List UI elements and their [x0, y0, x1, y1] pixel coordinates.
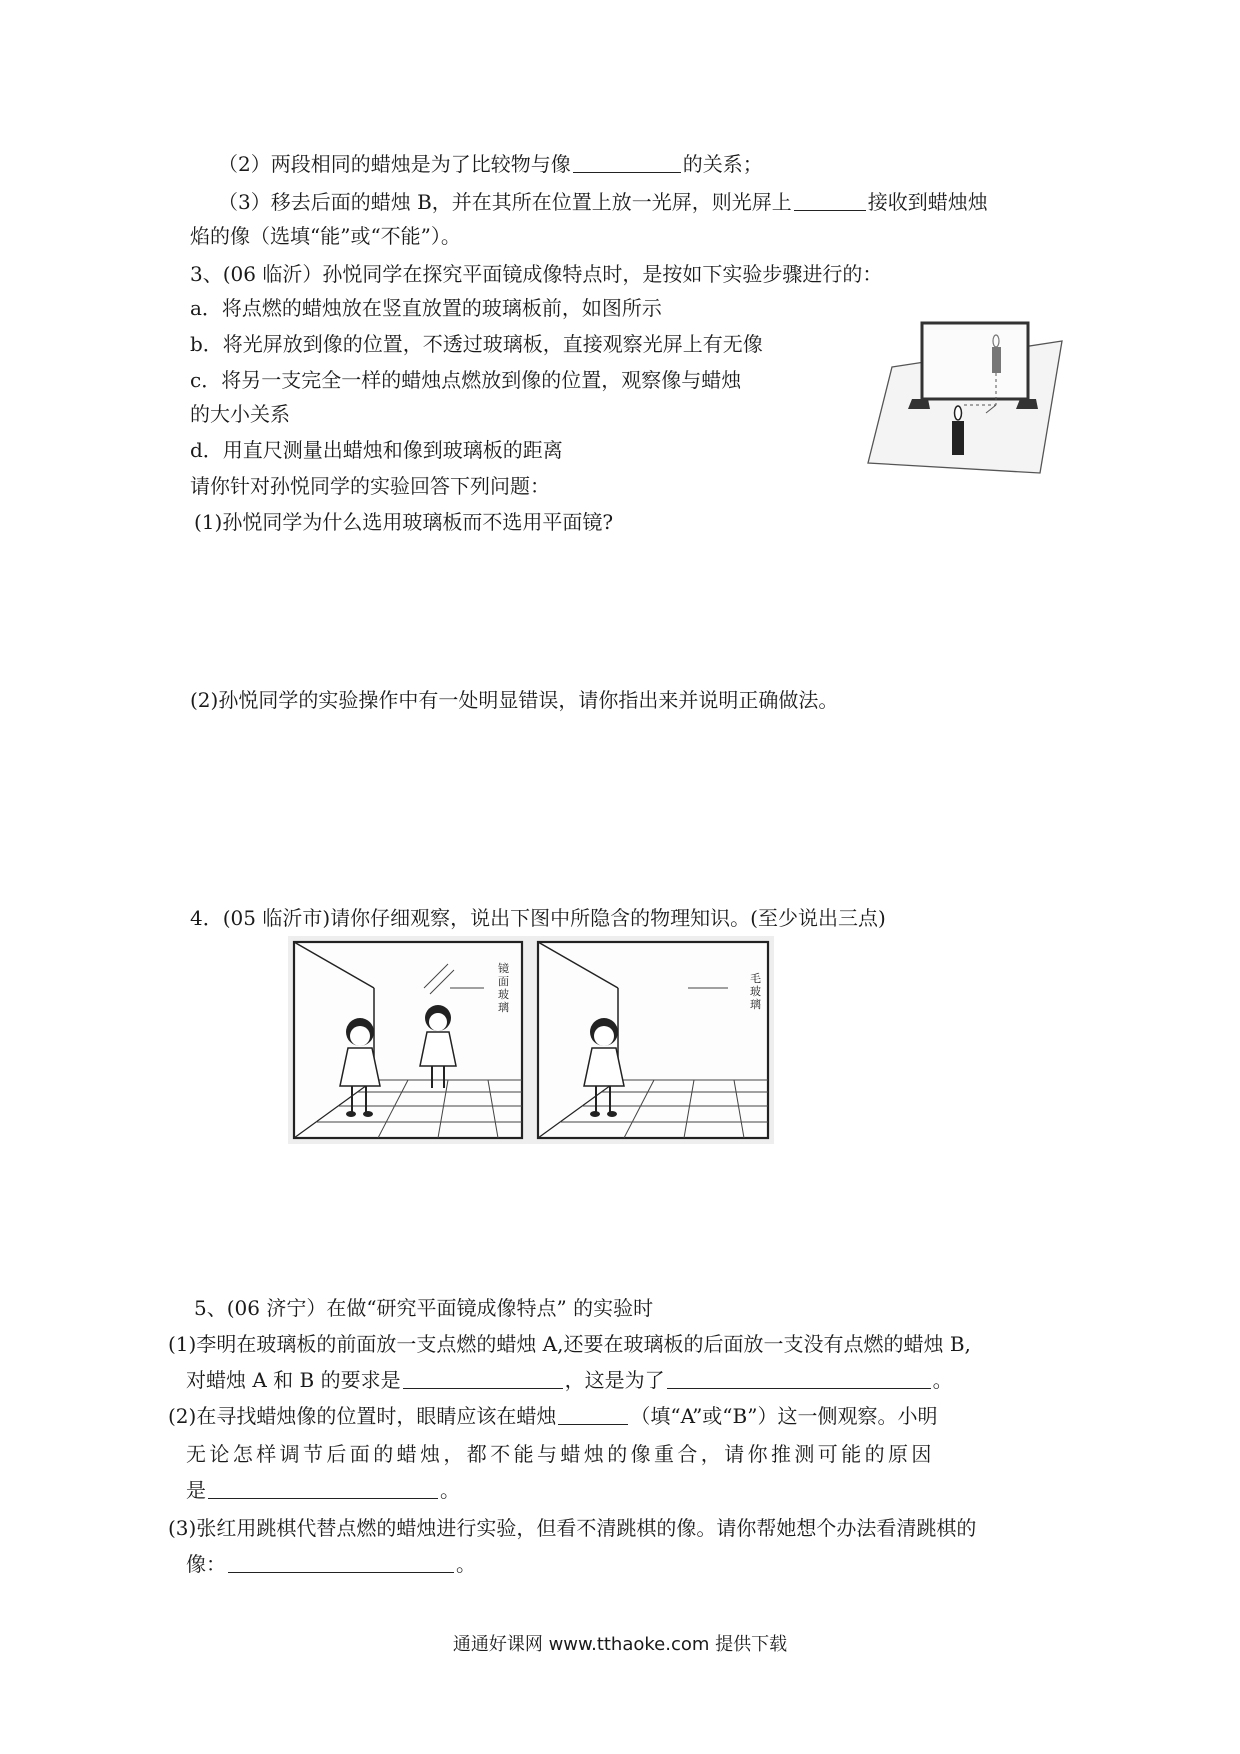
q5-intro: 5、(06 济宁）在做“研究平面镜成像特点” 的实验时 [194, 1296, 654, 1320]
q5-sub1-text: 对蜡烛 A 和 B 的要求是 [186, 1368, 401, 1392]
q5-sub2-line3 [186, 1476, 460, 1504]
q5-sub2-line1 [168, 1402, 937, 1430]
mirror-vs-frosted-glass-figure [288, 936, 774, 1144]
q2-item2-suffix: 的关系； [682, 152, 763, 176]
q3-step-c-cont: 的大小关系 [190, 402, 290, 426]
answer-blank[interactable] [794, 190, 866, 211]
answer-blank[interactable] [667, 1368, 931, 1389]
q3-prompt: 请你针对孙悦同学的实验回答下列问题： [190, 474, 550, 498]
answer-blank[interactable] [558, 1404, 628, 1425]
q3-intro: 3、(06 临沂）孙悦同学在探究平面镜成像特点时，是按如下实验步骤进行的： [190, 262, 883, 286]
frosted-glass-label: 毛玻璃 [750, 972, 761, 1011]
q5-sub3-line1: (3)张红用跳棋代替点燃的蜡烛进行实验，但看不清跳棋的像。请你帮她想个办法看清跳棋的 [168, 1516, 977, 1540]
q3-step-b: b．将光屏放到像的位置，不透过玻璃板，直接观察光屏上有无像 [190, 332, 763, 356]
q3-step-a: a．将点燃的蜡烛放在竖直放置的玻璃板前，如图所示 [190, 296, 662, 320]
q5-sub2-suffix: （填“A”或“B”）这一侧观察。小明 [630, 1404, 938, 1428]
q5-sub3-lead: 像： [186, 1552, 226, 1576]
q4-text: 4．(05 临沂市)请你仔细观察，说出下图中所隐含的物理知识。(至少说出三点) [190, 906, 886, 930]
q2-item3 [218, 188, 988, 216]
q5-sub3-line2 [186, 1550, 476, 1578]
q5-sub1-end: 。 [932, 1368, 953, 1392]
q2-item3-suffix: 接收到蜡烛烛 [867, 190, 988, 214]
q3-sub1: (1)孙悦同学为什么选用玻璃板而不选用平面镜? [194, 510, 614, 534]
q5-sub1-line1: (1)李明在玻璃板的前面放一支点燃的蜡烛 A,还要在玻璃板的后面放一支没有点燃的蜡烛 B, [168, 1332, 971, 1356]
image-candle [992, 347, 1001, 373]
q3-step-c: c．将另一支完全一样的蜡烛点燃放到像的位置，观察像与蜡烛 [190, 368, 742, 392]
candle [952, 421, 964, 455]
q2-item3-cont: 焰的像（选填“能”或“不能”）。 [190, 224, 461, 248]
q5-sub2-lead: 是 [186, 1478, 206, 1502]
page-footer: 通通好课网 www.tthaoke.com 提供下载 [452, 1634, 788, 1655]
q2-item3-text: （3）移去后面的蜡烛 B，并在其所在位置上放一光屏，则光屏上 [218, 190, 792, 214]
answer-blank[interactable] [228, 1552, 454, 1573]
glass-plate-candle-figure [864, 305, 1074, 475]
mirror-glass-room [294, 942, 522, 1138]
q2-item2 [218, 150, 763, 178]
candle-flame [955, 406, 962, 420]
q5-sub3-end: 。 [456, 1552, 476, 1576]
answer-blank[interactable] [573, 152, 681, 173]
answer-blank[interactable] [208, 1478, 438, 1499]
q2-item2-text: （2）两段相同的蜡烛是为了比较物与像 [218, 152, 571, 176]
answer-blank[interactable] [403, 1368, 563, 1389]
q5-sub2-line2: 无论怎样调节后面的蜡烛，都不能与蜡烛的像重合，请你推测可能的原因 [186, 1442, 935, 1466]
glass-plate [922, 323, 1028, 399]
q5-sub1-mid: ，这是为了 [564, 1368, 665, 1392]
q3-step-d: d．用直尺测量出蜡烛和像到玻璃板的距离 [190, 438, 563, 462]
frosted-glass-room [538, 942, 768, 1138]
mirror-glass-label: 镜面玻璃 [498, 962, 509, 1014]
q5-sub1-line2 [186, 1366, 953, 1394]
q5-sub2-end: 。 [440, 1478, 460, 1502]
q3-sub2: (2)孙悦同学的实验操作中有一处明显错误，请你指出来并说明正确做法。 [190, 688, 839, 712]
q5-sub2-text: (2)在寻找蜡烛像的位置时，眼睛应该在蜡烛 [168, 1404, 557, 1428]
